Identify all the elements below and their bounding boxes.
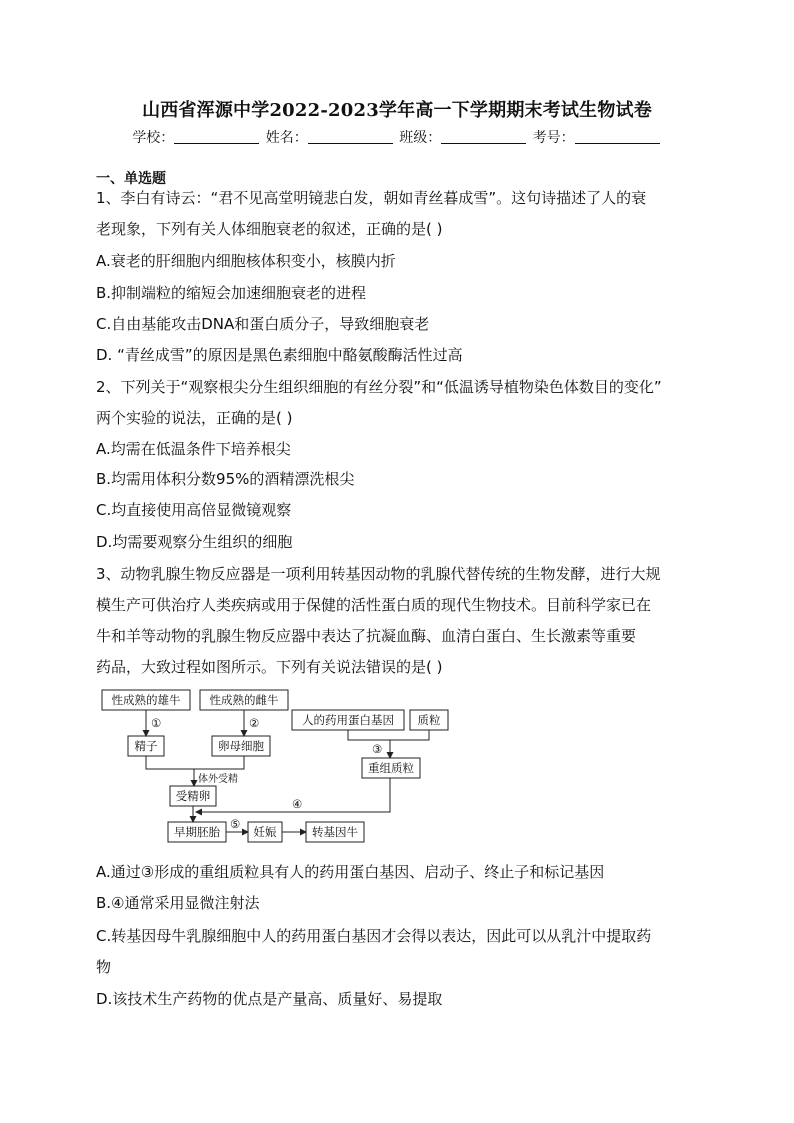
class-label: 班级：	[399, 130, 442, 146]
q3-stem-line-4: 药品，大致过程如图所示。下列有关说法错误的是( )	[96, 658, 443, 676]
q1-stem-line-2: 老现象，下列有关人体细胞衰老的叙述，正确的是( )	[96, 220, 443, 238]
q2-stem-line-1: 2、下列关于“观察根尖分生组织细胞的有丝分裂”和“低温诱导植物染色体数目的变化”	[96, 378, 662, 396]
step-4-label: ④	[292, 797, 303, 811]
class-blank[interactable]	[441, 128, 526, 144]
gene-plasmid-merge-line	[348, 730, 429, 740]
step-1-label: ①	[151, 716, 162, 730]
q1-stem-line-1: 1、李白有诗云：“君不见高堂明镜悲白发，朝如青丝暮成雪”。这句诗描述了人的衰	[96, 189, 647, 207]
q1-option-b[interactable]: B.抑制端粒的缩短会加速细胞衰老的进程	[96, 284, 367, 302]
q3-option-b[interactable]: B.④通常采用显微注射法	[96, 894, 260, 912]
q1-option-a[interactable]: A.衰老的肝细胞内细胞核体积变小，核膜内折	[96, 252, 396, 270]
q3-option-d[interactable]: D.该技术生产药物的优点是产量高、质量好、易提取	[96, 990, 443, 1008]
embryo-label: 早期胚胎	[174, 825, 220, 839]
fertilization-merge-line	[146, 756, 244, 769]
q3-stem-line-2: 模生产可供治疗人类疾病或用于保健的活性蛋白质的现代生物技术。目前科学家已在	[96, 596, 652, 614]
q2-option-b[interactable]: B.均需用体积分数95%的酒精漂洗根尖	[96, 470, 355, 488]
sperm-label: 精子	[134, 739, 158, 753]
section-heading: 一、单选题	[96, 171, 166, 187]
egg-label: 卵母细胞	[218, 739, 264, 753]
ivf-label: 体外受精	[198, 774, 238, 785]
q3-option-a[interactable]: A.通过③形成的重组质粒具有人的药用蛋白基因、启动子、终止子和标记基因	[96, 863, 605, 881]
q3-option-c-continued: 物	[96, 958, 112, 976]
name-label: 姓名：	[265, 130, 308, 146]
q3-stem-line-3: 牛和羊等动物的乳腺生物反应器中表达了抗凝血酶、血清白蛋白、生长激素等重要	[96, 627, 637, 645]
q2-option-a[interactable]: A.均需在低温条件下培养根尖	[96, 440, 291, 458]
plasmid-label: 质粒	[417, 713, 441, 727]
exam-number-label: 考号：	[532, 130, 575, 146]
human-gene-label: 人的药用蛋白基因	[302, 713, 394, 727]
q3-stem-line-1: 3、动物乳腺生物反应器是一项利用转基因动物的乳腺代替传统的生物发酵，进行大规	[96, 565, 661, 583]
name-blank[interactable]	[308, 128, 393, 144]
transgenic-cattle-flow-diagram	[96, 684, 496, 844]
male-cattle-label: 性成熟的雄牛	[111, 693, 181, 707]
q1-option-d[interactable]: D. “青丝成雪”的原因是黑色素细胞中酪氨酸酶活性过高	[96, 346, 463, 364]
step-2-label: ②	[249, 716, 260, 730]
school-blank[interactable]	[174, 128, 259, 144]
q1-option-c[interactable]: C.自由基能攻击DNA和蛋白质分子，导致细胞衰老	[96, 315, 430, 333]
step-3-label: ③	[372, 742, 383, 756]
student-info-row	[0, 127, 794, 147]
recombinant-plasmid-label: 重组质粒	[368, 761, 414, 775]
transgenic-cattle-label: 转基因牛	[312, 825, 358, 839]
exam-title: 山西省浑源中学2022-2023学年高一下学期期末考试生物试卷	[142, 100, 652, 121]
school-label: 学校：	[132, 130, 175, 146]
q2-option-d[interactable]: D.均需要观察分生组织的细胞	[96, 533, 293, 551]
pregnancy-label: 妊娠	[253, 825, 277, 839]
q3-option-c[interactable]: C.转基因母牛乳腺细胞中人的药用蛋白基因才会得以表达，因此可以从乳汁中提取药	[96, 927, 652, 945]
step-5-label: ⑤	[230, 817, 241, 831]
zygote-label: 受精卵	[175, 789, 211, 803]
q2-stem-line-2: 两个实验的说法，正确的是( )	[96, 409, 293, 427]
exam-number-blank[interactable]	[575, 128, 660, 144]
q2-option-c[interactable]: C.均直接使用高倍显微镜观察	[96, 501, 292, 519]
female-cattle-label: 性成熟的雌牛	[209, 693, 279, 707]
